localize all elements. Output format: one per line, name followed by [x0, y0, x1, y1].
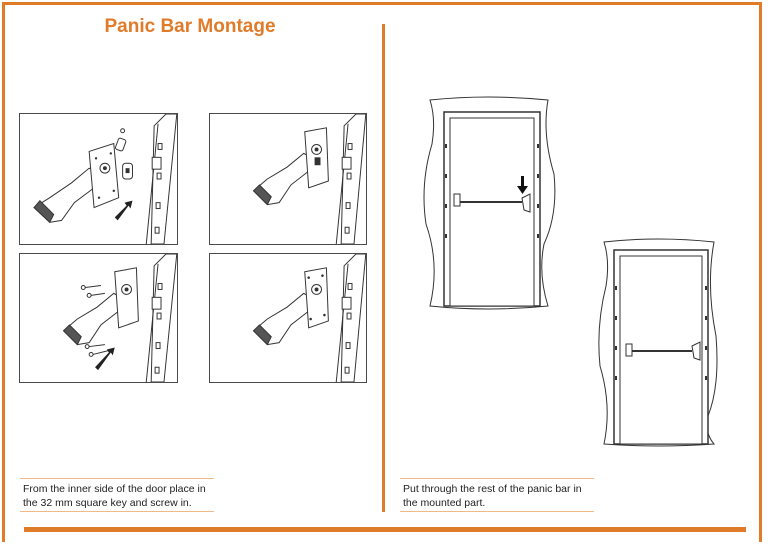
- step-2-illustration: [209, 113, 367, 245]
- step-1-illustration: [19, 113, 178, 245]
- page-title: Panic Bar Montage: [104, 16, 276, 37]
- right-caption: [400, 478, 594, 514]
- step-3-illustration: [19, 253, 178, 383]
- caption-bottom-rule: [20, 511, 214, 512]
- center-divider: [382, 24, 385, 512]
- handle-mounted-illustration: [210, 254, 366, 382]
- door-with-arrow-illustration: [418, 94, 560, 312]
- handle-with-key-illustration: [20, 114, 177, 244]
- bottom-rule: [24, 527, 746, 532]
- step-4-illustration: [209, 253, 367, 383]
- caption-top-rule: [20, 478, 214, 479]
- caption-bottom-rule: [400, 511, 594, 512]
- handle-placed-illustration: [210, 114, 366, 244]
- caption-top-rule: [400, 478, 594, 479]
- right-caption-text: Put through the rest of the panic bar in the mounted part.: [403, 483, 582, 509]
- left-caption-text: From the inner side of the door place in the 32 mm square key and screw in.: [23, 483, 206, 509]
- left-caption: [20, 478, 214, 514]
- screwing-in-illustration: [20, 254, 177, 382]
- door-with-panic-bar-illustration: [596, 236, 720, 448]
